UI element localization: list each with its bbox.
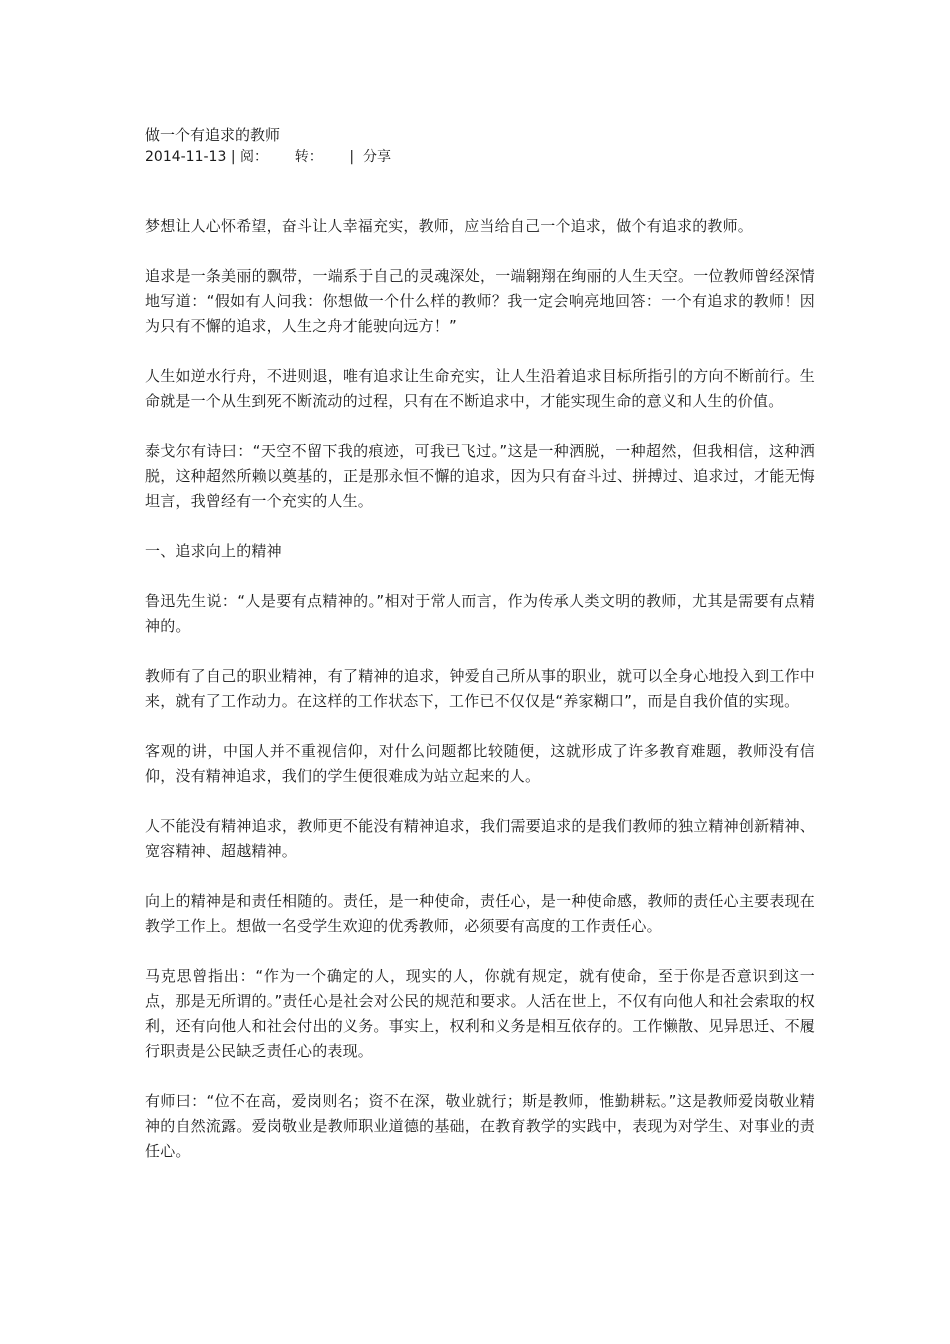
paragraph: 客观的讲，中国人并不重视信仰，对什么问题都比较随便，这就形成了许多教育难题，教师没有信仰，没有精神追求，我们的学生便很难成为站立起来的人。 [145,742,815,785]
read-count-label: 阅： [240,149,268,165]
paragraph: 向上的精神是和责任相随的。责任，是一种使命，责任心，是一种使命感，教师的责任心主要表现在教学工作上。想做一名受学生欢迎的优秀教师，必须要有高度的工作责任心。 [145,892,815,935]
article-body [145,214,815,1164]
article-title: 做一个有追求的教师 [145,126,281,144]
meta-separator: | [349,149,355,165]
publish-date: 2014-11-13 [145,149,227,165]
paragraph: 追求是一条美丽的飘带，一端系于自己的灵魂深处，一端翱翔在绚丽的人生天空。一位教师曾经深情地写道：“假如有人问我：你想做一个什么样的教师？我一定会响亮地回答：一个有追求的教师！因为只有不懈的追求，人生之舟才能驶向远方！” [145,267,815,335]
paragraph: 人不能没有精神追求，教师更不能没有精神追求，我们需要追求的是我们教师的独立精神创新精神、宽容精神、超越精神。 [145,817,815,860]
repost-count-label: 转： [294,149,323,165]
paragraph: 鲁迅先生说：“人是要有点精神的。”相对于常人而言，作为传承人类文明的教师，尤其是需要有点精神的。 [145,592,815,635]
share-link[interactable]: 分享 [363,149,392,165]
document-page [145,125,815,1189]
section-heading: 一、追求向上的精神 [145,542,282,560]
paragraph: 泰戈尔有诗曰：“天空不留下我的痕迹，可我已飞过。”这是一种洒脱，一种超然，但我相信，这种洒脱，这种超然所赖以奠基的，正是那永恒不懈的追求，因为只有奋斗过、拼搏过、追求过，才能无悔坦言，我曾经有一个充实的人生。 [145,442,815,510]
paragraph: 人生如逆水行舟，不进则退，唯有追求让生命充实，让人生沿着追求目标所指引的方向不断前行。生命就是一个从生到死不断流动的过程，只有在不断追求中，才能实现生命的意义和人生的价值。 [145,367,815,410]
paragraph: 马克思曾指出：“作为一个确定的人，现实的人，你就有规定，就有使命，至于你是否意识到这一点，那是无所谓的。”责任心是社会对公民的规范和要求。人活在世上，不仅有向他人和社会索取的权利，还有向他人和社会付出的义务。事实上，权利和义务是相互依存的。工作懒散、见异思迁、不履行职责是公民缺乏责任心的表现。 [145,967,815,1060]
paragraph: 有师曰：“位不在高，爱岗则名；资不在深，敬业就行；斯是教师，惟勤耕耘。”这是教师爱岗敬业精神的自然流露。爱岗敬业是教师职业道德的基础，在教育教学的实践中，表现为对学生、对事业的责任心。 [145,1092,815,1160]
paragraph: 教师有了自己的职业精神，有了精神的追求，钟爱自己所从事的职业，就可以全身心地投入到工作中来，就有了工作动力。在这样的工作状态下，工作已不仅仅是“养家糊口”，而是自我价值的实现。 [145,667,815,710]
meta-separator: | [230,149,236,165]
paragraph: 梦想让人心怀希望，奋斗让人幸福充实，教师，应当给自己一个追求，做个有追求的教师。 [145,217,754,235]
article-meta [145,147,815,167]
